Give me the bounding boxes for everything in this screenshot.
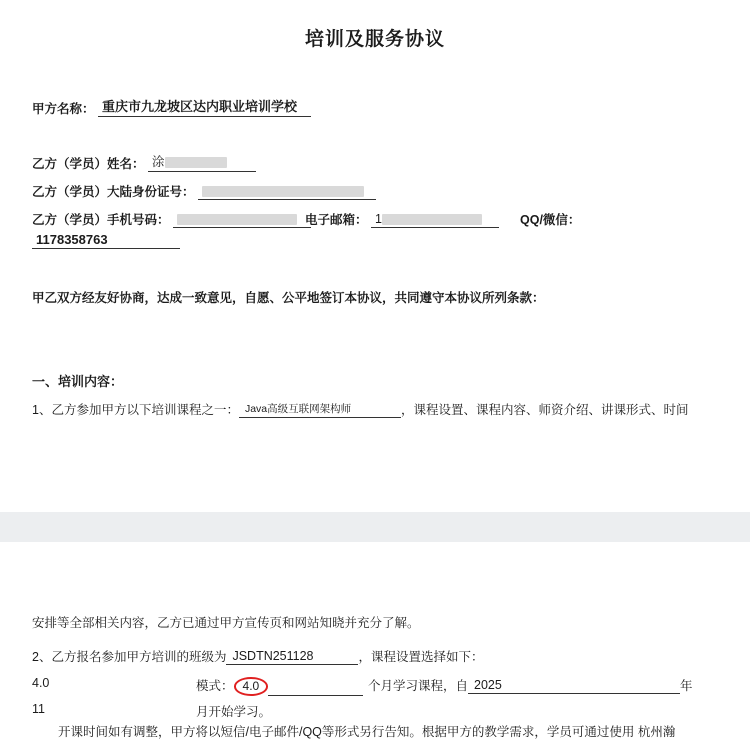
party-b-email-value	[371, 212, 499, 228]
item1-prefix: 1、乙方参加甲方以下培训课程之一：	[32, 403, 239, 417]
party-a-label: 甲方名称：	[32, 102, 95, 116]
course-start-month-value: 11	[32, 702, 45, 716]
item1-suffix: ，课程设置、课程内容、师资介绍、讲课形式、时间	[400, 403, 689, 417]
party-b-qq-value-row	[32, 232, 180, 249]
page-title: 培训及服务协议	[304, 29, 445, 50]
course-mode-row	[196, 676, 363, 696]
item1-course-value: Java高级互联网架构师	[239, 401, 401, 418]
party-a-value: 重庆市九龙坡区达内职业培训学校	[98, 96, 311, 117]
item2-suffix: ，课程设置选择如下：	[358, 650, 484, 664]
item2-prefix: 2、乙方报名参加甲方培训的班级为	[32, 650, 227, 664]
party-b-qq-row	[520, 210, 580, 228]
page-gap-band	[0, 512, 750, 542]
party-b-id-value	[198, 184, 376, 200]
redaction-block-email	[382, 214, 482, 225]
course-months-label: 个月学习课程，自	[368, 679, 469, 693]
section-one-heading: 一、培训内容：	[32, 374, 124, 389]
section-one-item1	[32, 400, 688, 418]
course-start-year-value: 2025	[468, 678, 680, 694]
party-b-email-label: 电子邮箱：	[305, 213, 368, 227]
redaction-block-name	[165, 157, 227, 168]
course-mode-underline	[268, 681, 363, 696]
section-one-item1-continued: 安排等全部相关内容，乙方已通过甲方宣传页和网站知晓并充分了解。	[32, 616, 420, 630]
course-mode-label: 模式：	[196, 679, 234, 693]
party-b-phone-label: 乙方（学员）手机号码：	[32, 213, 170, 227]
party-b-phone-row	[32, 210, 311, 228]
agreement-statement: 甲乙双方经友好协商，达成一致意见，自愿、公平地签订本协议，共同遵守本协议所列条款：	[32, 291, 545, 305]
party-b-name-row	[32, 152, 256, 172]
course-mode-value-left: 4.0	[32, 676, 50, 690]
redaction-block-phone	[177, 214, 297, 225]
party-b-name-value	[148, 152, 256, 172]
party-b-qq-label: QQ/微信：	[520, 213, 581, 227]
section-one-item2	[32, 647, 483, 665]
party-b-id-label: 乙方（学员）大陆身份证号：	[32, 185, 195, 199]
course-duration-row	[368, 676, 693, 694]
party-b-qq-value: 1178358763	[32, 232, 180, 249]
party-b-email-text: 1	[375, 212, 382, 226]
course-mode-value-circled: 4.0	[234, 677, 269, 696]
item2-class-value: JSDTN251128	[226, 649, 358, 665]
course-start-month-unit: 月开始学习。	[196, 705, 272, 719]
party-a-row	[32, 96, 311, 117]
party-b-name-label: 乙方（学员）姓名：	[32, 157, 145, 171]
party-b-phone-value	[173, 212, 311, 228]
party-b-name-text: 涂	[152, 155, 165, 169]
party-b-email-row	[305, 210, 499, 228]
redaction-block-id	[202, 186, 364, 197]
course-start-month-row	[32, 702, 45, 716]
course-year-unit: 年	[680, 679, 693, 693]
course-schedule-note: 开课时间如有调整，甲方将以短信/电子邮件/QQ等形式另行告知。根据甲方的教学需求，学员可通过使用 杭州瀚	[58, 725, 676, 739]
party-b-id-row	[32, 182, 376, 200]
